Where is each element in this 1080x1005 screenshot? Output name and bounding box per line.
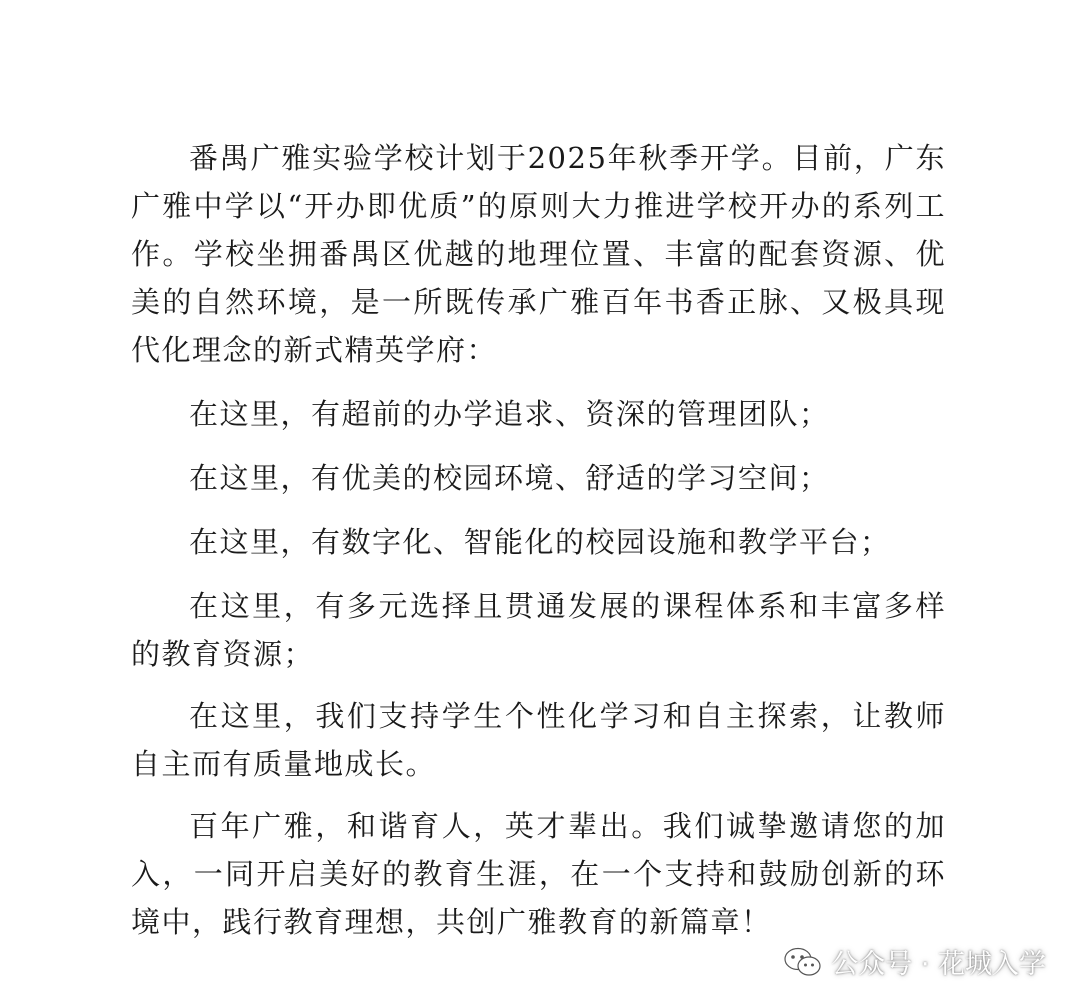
feature-line-growth: 在这里，我们支持学生个性化学习和自主探索，让教师自主而有质量地成长。	[131, 699, 946, 781]
intro-paragraph: 番禺广雅实验学校计划于2025年秋季开学。目前，广东广雅中学以“开办即优质”的原则大力推进学校开办的系列工作。学校坐拥番禺区优越的地理位置、丰富的配套资源、优美的自然环境，是一所既传承广雅百年书香正脉、又极具现代化理念的新式精英学府：	[131, 141, 946, 367]
closing-paragraph: 百年广雅，和谐育人，英才辈出。我们诚挚邀请您的加入，一同开启美好的教育生涯，在一个支持和鼓励创新的环境中，践行教育理想，共创广雅教育的新篇章！	[131, 809, 946, 939]
feature-line-digital: 在这里，有数字化、智能化的校园设施和教学平台；	[189, 525, 891, 559]
document-body	[131, 134, 946, 946]
feature-line-curriculum: 在这里，有多元选择且贯通发展的课程体系和丰富多样的教育资源；	[131, 589, 946, 671]
watermark-text: 公众号 · 花城入学	[831, 949, 1046, 980]
wechat-official-account-icon	[783, 946, 823, 978]
feature-line-campus: 在这里，有优美的校园环境、舒适的学习空间；	[189, 461, 830, 495]
feature-line-leadership: 在这里，有超前的办学追求、资深的管理团队；	[189, 397, 830, 431]
watermark	[783, 942, 1046, 981]
